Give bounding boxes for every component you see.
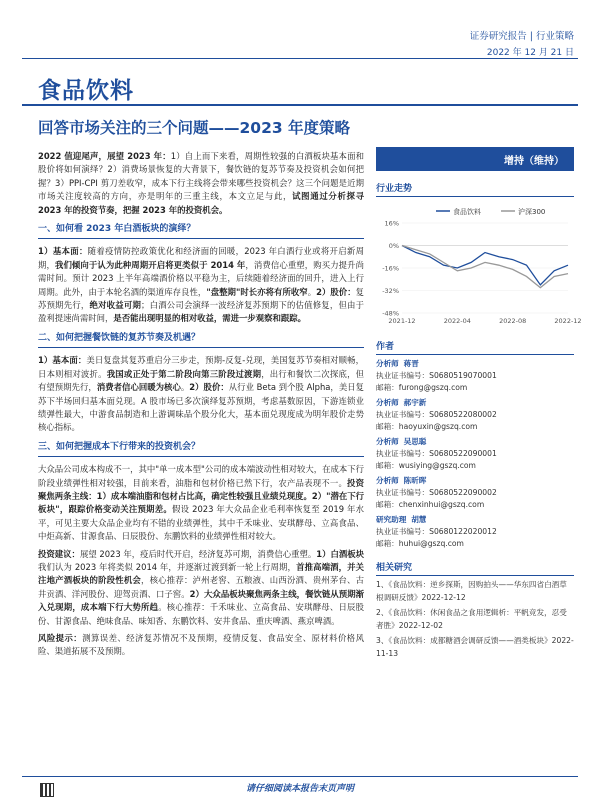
legend-b-label: 沪深300: [518, 208, 546, 216]
s1-b3: 绝对收益可期: [89, 300, 142, 311]
s2-t1: 美日复盘其复苏重启分三步走，预期-反复-兑现，美国复苏节奏相对顺畅，日本则相对波折。: [38, 355, 364, 379]
s2-b1: 我国或正处于第二阶段向第三阶段过渡期: [106, 368, 262, 379]
s2-label2: 2）股价：: [189, 382, 229, 393]
s1-b1: 我们倾向于认为此种周期开启将更类似于 2014 年: [54, 259, 246, 270]
advice-b1: 1）白酒板块: [316, 548, 365, 559]
s3-b1: 投资聚焦两条主线：1）成本端油脂和包材占比高，确定性较强且业绩兑现度。2）"潜在下行板块"，跟踪价格变动关注预期差。: [38, 477, 365, 515]
author-name: 蒋晋: [403, 359, 419, 368]
sector-title: 食品饮料: [38, 77, 134, 104]
author-email[interactable]: 邮箱：huhui@gszq.com: [376, 539, 464, 548]
x-tick-label: 2021-12: [388, 317, 416, 325]
author-license: 执业证书编号：S0680522090002: [376, 488, 497, 497]
risk-paragraph: [38, 632, 364, 659]
author-email[interactable]: 邮箱：haoyuxin@gszq.com: [376, 422, 478, 431]
intro-bold-end: 试图通过分析探寻 2023 年的投资节奏，把握 2023 年的投资机会。: [38, 191, 365, 215]
x-tick-label: 2022-12: [554, 317, 582, 325]
risk-text: 测算误差、经济复苏情况不及预期，疫情反复、食品安全、原材料价格风险、渠道拓展不及预期。: [38, 633, 365, 657]
s3-t2: 假设 2023 年大众品企业毛利率恢复至 2019 年水平，可见主要大众品企业均有不错的业绩弹性，其中千禾味业、安琪酵母、立高食品、中炬高新、甘源食品、日辰股份、东鹏饮料的业绩弹性相对较大。: [38, 504, 364, 542]
rating-badge: 增持（维持）: [376, 147, 574, 171]
trend-chart: [376, 201, 582, 329]
advice-t1: 展望 2023 年，疫后时代开启，经济复苏可期，消费信心重塑。: [79, 548, 317, 559]
related-item[interactable]: 1、《食品饮料：逆乡探斯，因购拍头——华东四省白酒草根调研反馈》2022-12-12: [376, 580, 567, 602]
author-email[interactable]: 邮箱：chenxinhui@gszq.com: [376, 500, 485, 509]
s1-b4: 是否能出现明显的相对收益，需进一步观察和跟踪。: [113, 313, 306, 324]
advice-paragraph: [38, 548, 364, 628]
advice-label: 投资建议：: [38, 548, 80, 559]
author-entry: [376, 514, 574, 550]
y-tick-label: -16%: [382, 264, 399, 273]
related-item[interactable]: 3、《食品饮料：成都糖酒会调研反馈——酒类板块》2022-11-13: [376, 636, 574, 658]
related-item[interactable]: 2、《食品饮料：休闲食品之食用逻辑析：平帆竞发，忍受者胜》2022-12-02: [376, 608, 567, 630]
x-axis: [388, 317, 581, 325]
intro-paragraph: [38, 150, 364, 217]
author-license: 执业证书编号：S0680122020012: [376, 527, 497, 536]
series-line-food-beverage: [402, 246, 568, 285]
author-role: 研究助理: [376, 515, 407, 524]
author-role: 分析师: [376, 476, 399, 485]
s1-b2: "盘整期"时长亦将有所收窄: [206, 286, 308, 297]
y-tick-label: 0%: [388, 242, 399, 250]
report-title: 回答市场关注的三个问题——2023 年度策略: [38, 119, 351, 137]
footer-divider: [22, 776, 578, 777]
author-email[interactable]: 邮箱：furong@gszq.com: [376, 383, 468, 392]
footer-disclaimer: 请仔细阅读本报告末页声明: [245, 784, 354, 794]
related-heading: 相关研究: [376, 560, 574, 576]
x-tick-label: 2022-04: [443, 317, 471, 325]
author-role: 分析师: [376, 359, 399, 368]
advice-t2: 我们认为 2023 年将类似 2014 年，并逐渐过渡到新一轮上行周期，: [38, 561, 297, 572]
authors-heading: 作者: [376, 339, 574, 355]
s2-t4: 从行业 Beta 到个股 Alpha，美日复苏下半场回归基本面兑现。A 股市场已多次演绎复苏预期，考虑基数原因，下游连锁业绩弹性最大，中游食品制造和上游调味品个股分化大，基本面兑现度成为明年股价走势核心指标。: [38, 382, 365, 433]
s1-t3: 。: [307, 286, 317, 297]
report-type: 证券研究报告 | 行业策略: [469, 31, 574, 42]
section-2-paragraph: [38, 354, 364, 434]
author-email[interactable]: 邮箱：wusiying@gszq.com: [376, 461, 476, 470]
s1-t5: ；白酒公司会演绎一波经济复苏预期下的估值修复，但由于盈利提速尚需时间，: [38, 300, 365, 324]
section-1-paragraph: [38, 245, 364, 325]
legend-a-label: 食品饮料: [453, 208, 481, 216]
series-group: [402, 246, 568, 288]
author-license: 执业证书编号：S0680522090001: [376, 449, 497, 458]
s3-t1: 大众品公司成本构成不一，其中"单一成本型"公司的成本端波动性相对较大，在成本下行阶段业绩弹性相对较强，目前来看，油脂和包材价格已然下行，农产品表现不一。: [38, 464, 364, 488]
s1-label2: 2）股价：: [316, 286, 356, 297]
chart-legend: [436, 207, 545, 216]
section-2-heading: 二、如何把握餐饮链的复苏节奏及机遇？: [38, 332, 364, 348]
section-3-heading: 三、如何把握成本下行带来的投资机会？: [38, 441, 364, 457]
author-name: 郝宇新: [403, 398, 427, 407]
intro-lead: 2022 值迎尾声，展望 2023 年：: [38, 151, 171, 161]
y-tick-label: 16%: [384, 219, 399, 228]
s2-b2: 消费者信心回暖为核心: [96, 382, 181, 393]
author-name: 吴思聪: [403, 437, 427, 446]
y-tick-label: -32%: [382, 287, 399, 295]
s1-label: 1）基本面：: [38, 246, 88, 257]
related-list: [376, 579, 574, 660]
advice-b3: 2）大众品板块聚焦两条主线，餐饮链从预期渐入兑现期，成本端下行大势所趋: [38, 588, 365, 613]
y-tick-label: -48%: [382, 309, 399, 318]
trend-heading: 行业走势: [376, 181, 574, 197]
s2-label: 1）基本面：: [38, 355, 87, 366]
authors-list: [376, 358, 574, 550]
section-1-heading: 一、如何看 2023 年白酒板块的演绎？: [38, 223, 364, 239]
author-entry: [376, 397, 574, 433]
x-tick-label: 2022-08: [499, 317, 527, 325]
report-date: 2022 年 12 月 21 日: [486, 48, 574, 58]
s2-t2: ，出行和餐饮二次探底，但有望预期先行，: [38, 368, 365, 393]
header-divider: [22, 58, 578, 59]
advice-t4: 。核心推荐：千禾味业、立高食品、安琪酵母、日辰股份、甘源食品、绝味食品、味知香、东鹏饮料、安井食品、重庆啤酒、燕京啤酒。: [38, 602, 365, 626]
section-3-paragraph: [38, 463, 364, 543]
author-entry: [376, 475, 574, 511]
author-name: 胡慧: [411, 515, 427, 524]
s2-t3: 。: [180, 382, 190, 393]
trend-chart-svg: [376, 201, 582, 329]
author-name: 陈昕晖: [403, 476, 427, 485]
s1-t4: 复苏预期先行，: [38, 286, 365, 311]
s1-t1: 随着疫情防控政策优化和经济面的回暖，2023 年白酒行业或将开启新周期，: [38, 246, 364, 270]
author-role: 分析师: [376, 437, 399, 446]
author-entry: [376, 436, 574, 472]
s1-t2: ，消费信心重塑，购买力提升尚需时间。预计 2023 上半年高端酒价格以平稳为主，后续随着经济面的回升，进入上行周期。此外，由于本轮名酒的渠道库存良性，: [38, 259, 365, 297]
risk-label: 风险提示：: [38, 633, 83, 643]
author-entry: [376, 358, 574, 394]
y-axis: [382, 220, 568, 318]
author-role: 分析师: [376, 398, 399, 407]
sector-divider: [22, 104, 578, 106]
advice-b2: 首推高端酒，并关注地产酒板块的阶段性机会: [38, 561, 365, 586]
author-license: 执业证书编号：S0680522080002: [376, 410, 497, 419]
sidebar: [376, 147, 582, 663]
main-column: [38, 150, 364, 663]
advice-t3: ，核心推荐：泸州老窖、五粮液、山西汾酒、贵州茅台、古井贡酒、洋河股份、迎驾贡酒、口子窖。: [38, 575, 365, 599]
author-license: 执业证书编号：S0680519070001: [376, 371, 497, 380]
intro-text: 1）自上而下来看，周期性较强的白酒板块基本面和股价将如何演绎？2）消费场景恢复的大背景下，餐饮链的复苏节奏及投资机会如何把握？3）PPI-CPI 剪刀差收窄，成本下行主线将会带来哪些投资机会？这三个问题是近期市场关注度较高的方向，亦是明年的三重主线，本文立足与此，: [38, 151, 364, 202]
